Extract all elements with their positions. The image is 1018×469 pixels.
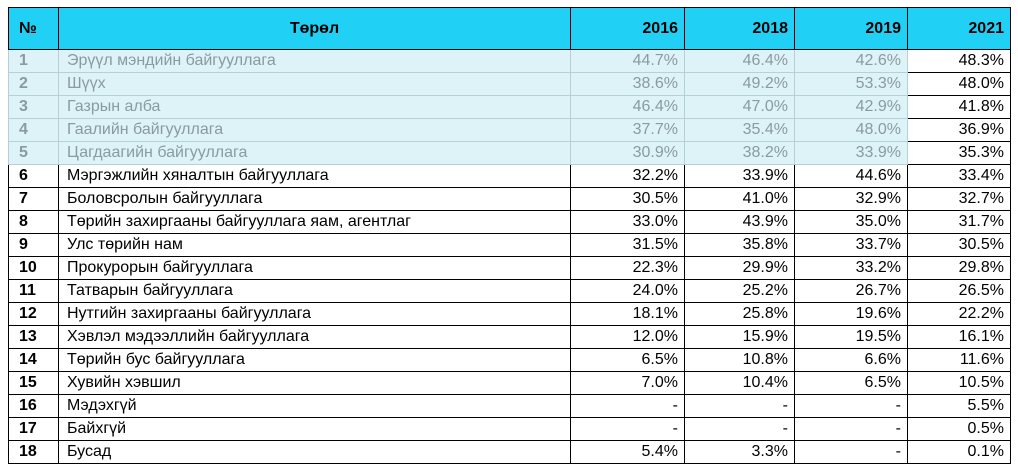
row-type: Байхгүй [59, 418, 571, 441]
value-2016: 30.9% [571, 142, 685, 165]
row-number: 16 [9, 395, 59, 418]
value-2021: 29.8% [908, 257, 1011, 280]
value-2019: 33.7% [795, 234, 908, 257]
value-2018: 49.2% [685, 73, 795, 96]
row-type: Хэвлэл мэдээллийн байгууллага [59, 326, 571, 349]
row-type: Мэргэжлийн хяналтын байгууллага [59, 165, 571, 188]
value-2016: 32.2% [571, 165, 685, 188]
row-type: Татварын байгууллага [59, 280, 571, 303]
value-2016: 44.7% [571, 50, 685, 73]
column-header-type: Төрөл [59, 8, 571, 50]
table-row [9, 395, 1011, 418]
table-row [9, 372, 1011, 395]
row-type: Хувийн хэвшил [59, 372, 571, 395]
row-number: 13 [9, 326, 59, 349]
value-2018: 43.9% [685, 211, 795, 234]
value-2019: 19.6% [795, 303, 908, 326]
value-2018: 33.9% [685, 165, 795, 188]
value-2019: 32.9% [795, 188, 908, 211]
value-2021: 32.7% [908, 188, 1011, 211]
value-2018: 41.0% [685, 188, 795, 211]
value-2021: 36.9% [908, 119, 1011, 142]
value-2019: 6.5% [795, 372, 908, 395]
data-table [8, 7, 1011, 464]
column-header-2021: 2021 [908, 8, 1011, 50]
table-row [9, 50, 1011, 73]
value-2016: 22.3% [571, 257, 685, 280]
column-header-2019: 2019 [795, 8, 908, 50]
column-header-2016: 2016 [571, 8, 685, 50]
table-row [9, 326, 1011, 349]
value-2019: 42.9% [795, 96, 908, 119]
value-2021: 0.5% [908, 418, 1011, 441]
table-row [9, 73, 1011, 96]
value-2021: 48.3% [908, 50, 1011, 73]
value-2018: 29.9% [685, 257, 795, 280]
value-2019: 6.6% [795, 349, 908, 372]
table-row [9, 257, 1011, 280]
value-2018: 25.2% [685, 280, 795, 303]
table-row [9, 165, 1011, 188]
value-2018: - [685, 395, 795, 418]
value-2019: 53.3% [795, 73, 908, 96]
value-2019: 33.9% [795, 142, 908, 165]
value-2018: 25.8% [685, 303, 795, 326]
value-2019: 26.7% [795, 280, 908, 303]
row-type: Нутгийн захиргааны байгууллага [59, 303, 571, 326]
row-number: 9 [9, 234, 59, 257]
value-2018: 3.3% [685, 441, 795, 464]
row-number: 10 [9, 257, 59, 280]
row-type: Бусад [59, 441, 571, 464]
value-2016: 6.5% [571, 349, 685, 372]
row-type: Мэдэхгүй [59, 395, 571, 418]
value-2019: - [795, 418, 908, 441]
value-2016: 33.0% [571, 211, 685, 234]
row-type: Шүүх [59, 73, 571, 96]
column-header-2018: 2018 [685, 8, 795, 50]
value-2018: 15.9% [685, 326, 795, 349]
row-number: 11 [9, 280, 59, 303]
value-2016: 24.0% [571, 280, 685, 303]
value-2021: 48.0% [908, 73, 1011, 96]
row-number: 14 [9, 349, 59, 372]
row-type: Гаалийн байгууллага [59, 119, 571, 142]
table-container [8, 7, 1011, 464]
value-2021: 26.5% [908, 280, 1011, 303]
value-2019: 19.5% [795, 326, 908, 349]
row-number: 15 [9, 372, 59, 395]
row-type: Прокурорын байгууллага [59, 257, 571, 280]
value-2021: 5.5% [908, 395, 1011, 418]
value-2021: 11.6% [908, 349, 1011, 372]
value-2016: - [571, 418, 685, 441]
value-2016: 7.0% [571, 372, 685, 395]
row-number: 5 [9, 142, 59, 165]
value-2016: 12.0% [571, 326, 685, 349]
value-2021: 30.5% [908, 234, 1011, 257]
value-2018: 10.4% [685, 372, 795, 395]
value-2018: 46.4% [685, 50, 795, 73]
value-2016: 37.7% [571, 119, 685, 142]
table-row [9, 119, 1011, 142]
row-number: 8 [9, 211, 59, 234]
row-number: 2 [9, 73, 59, 96]
row-number: 17 [9, 418, 59, 441]
value-2016: - [571, 395, 685, 418]
value-2018: - [685, 418, 795, 441]
value-2021: 33.4% [908, 165, 1011, 188]
table-row [9, 418, 1011, 441]
value-2018: 38.2% [685, 142, 795, 165]
value-2021: 16.1% [908, 326, 1011, 349]
column-header-number: № [9, 8, 59, 50]
row-type: Газрын алба [59, 96, 571, 119]
value-2019: 33.2% [795, 257, 908, 280]
table-row [9, 349, 1011, 372]
value-2019: - [795, 441, 908, 464]
value-2016: 30.5% [571, 188, 685, 211]
table-row [9, 96, 1011, 119]
table-header-row [9, 8, 1011, 50]
value-2019: 44.6% [795, 165, 908, 188]
row-type: Төрийн захиргааны байгууллага яам, агентлаг [59, 211, 571, 234]
value-2021: 22.2% [908, 303, 1011, 326]
table-row [9, 280, 1011, 303]
value-2018: 35.8% [685, 234, 795, 257]
row-number: 18 [9, 441, 59, 464]
value-2018: 10.8% [685, 349, 795, 372]
value-2019: - [795, 395, 908, 418]
value-2019: 42.6% [795, 50, 908, 73]
value-2018: 35.4% [685, 119, 795, 142]
row-type: Цагдаагийн байгууллага [59, 142, 571, 165]
value-2021: 10.5% [908, 372, 1011, 395]
row-number: 1 [9, 50, 59, 73]
row-type: Улс төрийн нам [59, 234, 571, 257]
table-row [9, 303, 1011, 326]
value-2019: 35.0% [795, 211, 908, 234]
value-2019: 48.0% [795, 119, 908, 142]
value-2021: 35.3% [908, 142, 1011, 165]
table-row [9, 142, 1011, 165]
table-row [9, 188, 1011, 211]
value-2016: 5.4% [571, 441, 685, 464]
row-type: Боловсролын байгууллага [59, 188, 571, 211]
row-number: 6 [9, 165, 59, 188]
row-number: 3 [9, 96, 59, 119]
row-type: Төрийн бус байгууллага [59, 349, 571, 372]
row-number: 4 [9, 119, 59, 142]
row-number: 7 [9, 188, 59, 211]
value-2016: 38.6% [571, 73, 685, 96]
value-2016: 18.1% [571, 303, 685, 326]
row-type: Эрүүл мэндийн байгууллага [59, 50, 571, 73]
table-row [9, 441, 1011, 464]
row-number: 12 [9, 303, 59, 326]
value-2016: 31.5% [571, 234, 685, 257]
value-2016: 46.4% [571, 96, 685, 119]
value-2018: 47.0% [685, 96, 795, 119]
table-row [9, 211, 1011, 234]
table-row [9, 234, 1011, 257]
value-2021: 31.7% [908, 211, 1011, 234]
value-2021: 41.8% [908, 96, 1011, 119]
value-2021: 0.1% [908, 441, 1011, 464]
